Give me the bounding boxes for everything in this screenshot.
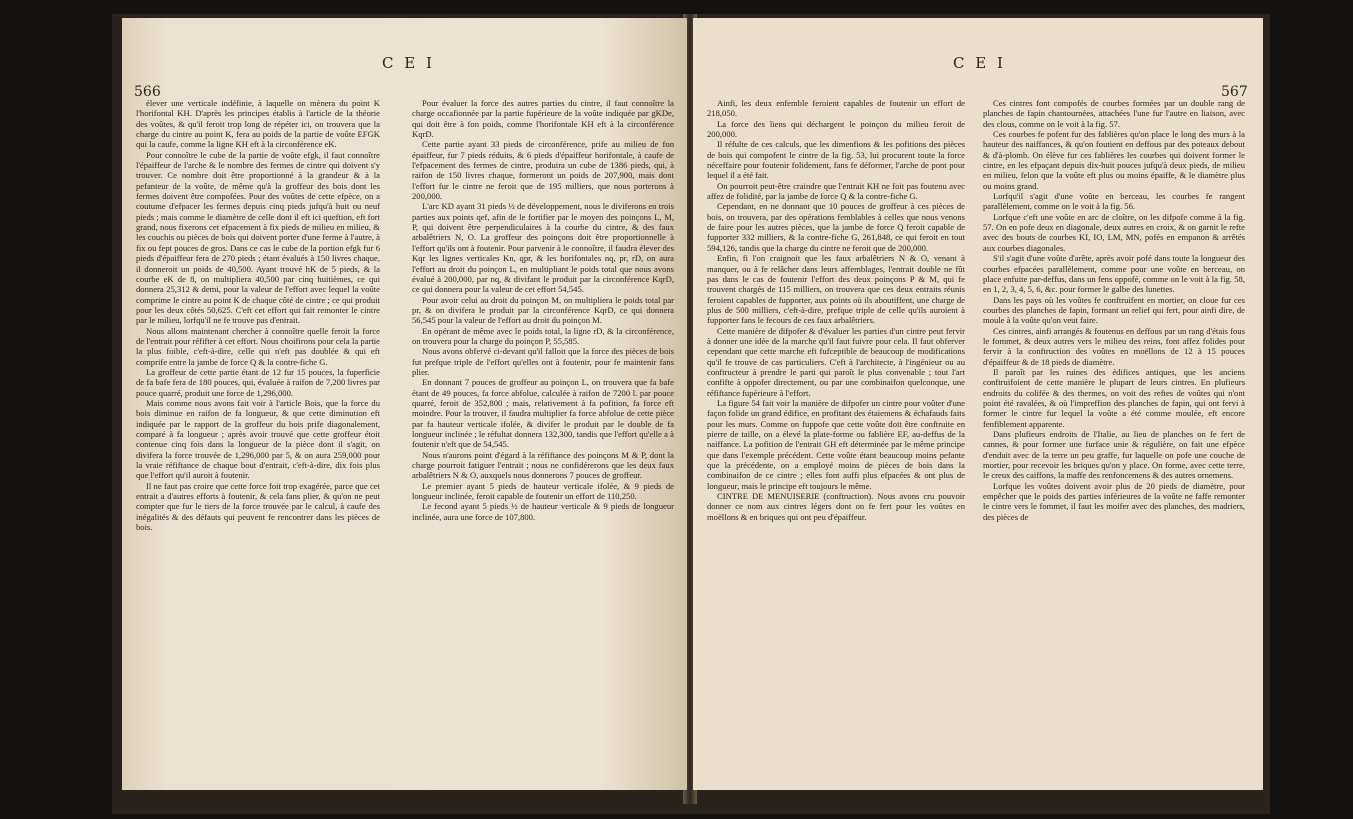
page-number-left: 566 — [134, 84, 161, 100]
paragraph: Mais comme nous avons fait voir à l'article Bois, que la force du bois diminue en raifon de fa longueur, & que cette diminution eft indiquée par le rapport de la groffeur du bois prife diagonalement, comparé à fa longueur ; après avoir trouvé que cette groffeur étoit contenue cinq fois dans la longueur de la pièce dont il s'agit, on divifera la force trouvée de 1,296,000 par 5, & on aura 259,000 pour la vraie réfiftance de chaque bout d'entrait, c'eft-à-dire, dix fois plus que l'effort qu'il auroit à foutenir. — [136, 397, 380, 481]
paragraph: Nous allons maintenant chercher à connoître quelle feroit la force de l'entrait pour réfifter à cet effort. Nous choifirons pour cela la partie la plus foible, c'eft-à-dire, celle qui n'eft pas doublée & qui eft comprife entre la jambe de force Q & la contre-fiche G. — [136, 325, 380, 367]
paragraph: Ainfi, les deux enfemble feroient capables de foutenir un effort de 218,050. — [707, 98, 965, 119]
paragraph: Le fecond ayant 5 pieds ½ de hauteur verticale & 9 pieds de longueur inclinée, aura une force de 107,800. — [412, 501, 674, 522]
paragraph: Lorfque c'eft une voûte en arc de cloître, on les difpofe comme à la fig. 57. On en pofe deux en diagonale, deux autres en croix, & on garnit le refte avec des bouts de courbes KI, IO, LM, MN, pofés en empanon & arrêtés aux courbes diagonales. — [983, 211, 1245, 253]
paragraph: Cette partie ayant 33 pieds de circonférence, prife au milieu de fon épaiffeur, fur 7 pieds réduits, & 6 pieds d'épaiffeur horifontale, à caufe de l'efpacement des fermes de cintre, produira un cube de 1386 pieds, qui, à raifon de 150 livres chaque, formeront un poids de 207,900, mais dont l'effort fur le cintre ne feroit que de 195 milliers, que nous porterons à 200,000. — [412, 139, 674, 202]
left-page — [122, 18, 687, 790]
paragraph: Cette manière de difpofer & d'évaluer les parties d'un cintre peut fervir à donner une idée de la marche qu'il faut fuivre pour cela. Il faut obferver cependant que cette marche eft fufceptible de beaucoup de modifications qu'il fe trouve de cas particuliers. C'eft à l'architecte, à l'ingénieur ou au conftructeur à prendre le parti qui paroît le plus convenable ; tout l'art confifte à oppofer directement, ou par une combinaifon quelconque, une réfiftance fupérieure à l'effort. — [707, 325, 965, 398]
paragraph: L'arc KD ayant 31 pieds ½ de développement, nous le diviferons en trois parties aux points qef, afin de le fortifier par le moyen des poinçons L, M, P, qui doivent être perpendiculaires à la courbe du cintre, & des faux arbalêtriers N, O. La groffeur des poinçons doit être proportionnelle à l'effort qu'ils ont à foutenir. Pour parvenir à le connoître, il faudra élever des Kqr les lignes verticales Kn, qpr, & les horifontales nq, pr, rD, on aura l'effort au droit du poinçon L, en multipliant le poids total que nous avons évalué à 200,000, par nq, & divifant le produit par la circonférence KqrD, ce qui donnera pour la valeur de cet effort 54,545. — [412, 201, 674, 295]
right-page-column-2 — [983, 98, 1245, 778]
paragraph: Pour connoître le cube de la partie de voûte efgk, il faut connoître l'épaiffeur de l'arche & le nombre des fermes de cintre qui doivent s'y trouver. Ce nombre doit être proportionné à la grandeur & à la pefanteur de la voûte, de même qu'à la groffeur des bois dont les fermes doivent être compofées. Pour des voûtes de cette efpèce, on a coutume d'efpacer les fermes depuis cinq pieds jufqu'à huit ou neuf pieds ; mais comme le diamètre de celle dont il eft ici queftion, eft fort grand, nous fixerons cet efpacement à fix pieds de milieu en milieu, & les couchis ou pièces de bois qui doivent porter d'une ferme à l'autre, à fix ou fept pouces de gros. Dans ce cas le cube de la portion efgk fur 6 pieds d'épaiffeur fera de 270 pieds ; étant évalués à 150 livres chaque, il donneroit un poids de 40,500. Ayant trouvé hK de 5 pieds, & la courbe eK de 8, on multipliera 40,500 par cinq huitièmes, ce qui donnera 25,312 & demi, pour la valeur de l'effort avec lequel la voûte comprime le cintre au point K de chaque côté de cintre ; ce qui produit pour les deux côtés 50,625. C'eft cet effort qui fait remonter le cintre par le milieu, lorfqu'il ne fe trouve pas d'entrait. — [136, 149, 380, 326]
paragraph: Il ne faut pas croire que cette force foit trop exagérée, parce que cet entrait a d'autres efforts à foutenir, & cela fans plier, & qu'on ne peut compter que fur le tiers de la force trouvée par le calcul, à caufe des inégalités & des défauts qui peuvent fe rencontrer dans les pièces de bois. — [136, 480, 380, 533]
paragraph: Dans plufieurs endroits de l'Italie, au lieu de planches on fe fert de cannes, & pour former une furface unie & régulière, on fait une efpèce d'enduit avec de la terre un peu graffe, fur laquelle on pofe une couche de mortier, pour recevoir les briques qu'on y place. On forme, avec cette terre, le creux des caiffons, la maffe des renfoncemens & des autres ornemens. — [983, 429, 1245, 481]
running-head-right: C E I — [953, 54, 1006, 72]
paragraph: Ces courbes fe pofent fur des fablières qu'on place le long des murs à la hauteur des naiffances, & qu'on foutient en deffous par des poteaux debout & d'à-plomb. On élève fur ces fablières les courbes qui doivent former le cintre, en les efpaçant depuis dix-huit pouces jufqu'à deux pieds, de milieu en milieu, felon que la voûte eft plus ou moins épaiffe, & le diamètre plus ou moins grand. — [983, 129, 1245, 191]
left-page-column-1 — [136, 98, 380, 778]
paragraph: En donnant 7 pouces de groffeur au poinçon L, on trouvera que fa bafe étant de 49 pouces, fa force abfolue, calculée à raifon de 7200 l. par pouce quarré, feroit de 352,800 ; mais, relativement à fa pofition, fa force eft moindre. Pour la trouver, il faudra multiplier fa force abfolue de cette pièce par fa hauteur verticale ifolée, & divifer le produit par le double de fa longueur inclinée ; le réfultat donnera 132,300, tandis que l'effort qu'elle a à foutenir n'eft que de 54,545. — [412, 377, 674, 450]
paragraph: Le premier ayant 5 pieds de hauteur verticale ifolée, & 9 pieds de longueur inclinée, feroit capable de foutenir un effort de 110,250. — [412, 480, 674, 502]
left-page-column-2 — [412, 98, 674, 778]
paragraph: S'il s'agit d'une voûte d'arête, après avoir pofé dans toute la longueur des courbes efpacées parallèlement, comme pour une voûte en berceau, on place enfuite par-deffus, dans un fens oppofé, comme on le voit à la fig. 58, en 1, 2, 3, 4, 5, 6, &c. pour former le galbe des lunettes. — [983, 253, 1245, 295]
paragraph: Ces cintres font compofés de courbes formées par un double rang de planches de fapin chantournées, attachées l'une fur l'autre en liaison, avec des clous, comme on le voit à la fig. 57. — [983, 98, 1245, 129]
paragraph: Pour évaluer la force des autres parties du cintre, il faut connoître la charge occafionnée par la partie fupérieure de la voûte indiquée par gKDe, qui doit être à fon poids, comme l'horifontale KH eft à la circonférence KqrD. — [412, 98, 674, 140]
paragraph: Pour avoir celui au droit du poinçon M, on multipliera le poids total par pr, & on divifera le produit par la circonférence KqrD, ce qui donnera 56,545 pour la valeur de l'effort au droit du poinçon M. — [412, 294, 674, 326]
paragraph: Dans les pays où les voûtes fe conftruifent en mortier, on cloue fur ces courbes des planches de fapin, formant un relief qui fert, pour ainfi dire, de moule à la voûte qu'on veut faire. — [983, 294, 1245, 326]
paragraph: Il réfulte de ces calculs, que les dimenfions & les pofitions des pièces de bois qui compofent le cintre de la fig. 53, lui procurent toute la force néceffaire pour foutenir folidement, fans fe déformer, l'arche de pont pour lequel il a été fait. — [707, 139, 965, 181]
paragraph: Ces cintres, ainfi arrangés & foutenus en deffous par un rang d'étais fous le fommet, & deux autres vers le milieu des reins, font affez folides pour fervir à la conftruction des voûtes en moëllons de 12 à 15 pouces d'épaiffeur & de 18 pieds de diamètre. — [983, 325, 1245, 367]
paragraph: La figure 54 fait voir la manière de difpofer un cintre pour voûter d'une façon folide un grand édifice, en profitant des étaiemens & échafauds faits pour les murs. Comme on fuppofe que cette voûte doit être conftruite en pierre de taille, on a élevé la plate-forme ou fablière EF, au-deffus de la naiffance. La pofition de l'entrait GH eft déterminée par le même principe que dans l'exemple précédent. Cette voûte étant beaucoup moins pefante que la précédente, on a employé moins de pièces de bois dans la combinaifon de ce cintre ; elles font auffi plus efpacées & ont plus de longueur, mais le principe eft toujours le même. — [707, 397, 965, 491]
paragraph: La groffeur de cette partie étant de 12 fur 15 pouces, la fuperficie de fa bafe fera de 180 pouces, qui, évaluée à raifon de 7,200 livres par pouce quarré, produit une force de 1,296,000. — [136, 366, 380, 398]
paragraph: La force des liens qui déchargent le poinçon du milieu feroit de 200,000. — [707, 118, 965, 140]
right-page — [693, 18, 1263, 790]
right-page-column-1 — [707, 98, 965, 778]
paragraph: En opérant de même avec le poids total, la ligne rD, & la circonférence, on trouvera pour la charge du poinçon P, 55,585. — [412, 325, 674, 346]
paragraph: Enfin, fi l'on craignoit que les faux arbalêtriers N & O, venant à manquer, ou à fe relâcher dans leurs affemblages, l'entrait double ne fût pas dans le cas de foutenir l'effort des deux poinçons P & M, qui fe trouvent chargés de 115 milliers, on trouvera que ces deux entraits réunis feroient capables de fupporter, aux points où ils aboutiffent, une charge de plus de 500 milliers, c'eft-à-dire, prefque triple de celle qu'ils auroient à fupporter fans le fecours de ces faux arbalêtriers. — [707, 253, 965, 326]
paragraph: élever une verticale indéfinie, à laquelle on mènera du point K l'horifontal KH. D'après les principes établis à l'article de la théorie des voûtes, & qu'il feroit trop long de répéter ici, on trouvera que la charge du cintre au point K, fera au poids de la partie de voûte EFGK qui la caufe, comme la ligne KH eft à la circonférence eK. — [136, 98, 380, 150]
paragraph: CINTRE DE MENUISERIE (conftruction). Nous avons cru pouvoir donner ce nom aux cintres légers dont on fe fert pour les voûtes en moëllons & en briques qui ont peu d'épaiffeur. — [707, 491, 965, 522]
paragraph: Cependant, en ne donnant que 10 pouces de groffeur à ces pièces de bois, on trouvera, par des opérations femblables à celles que nous venons de faire pour les autres pièces, que la jambe de force Q feroit capable de fupporter 332 milliers, & la contre-fiche G, 261,848, ce qui feroit en tout 594,126, tandis que la charge du cintre ne feroit que de 200,000. — [707, 201, 965, 253]
paragraph: Lorfqu'il s'agit d'une voûte en berceau, les courbes fe rangent parallèlement, comme on le voit à la fig. 56. — [983, 191, 1245, 212]
paragraph: Lorfque les voûtes doivent avoir plus de 20 pieds de diamètre, pour empêcher que le poids des parties inférieures de la voûte ne faffe remonter le cintre vers le fommet, il faut les moifer avec des planches, des madriers, des pièces de — [983, 480, 1245, 522]
running-head-left: C E I — [382, 54, 435, 72]
paragraph: Nous avons obfervé ci-devant qu'il falloit que la force des pièces de bois fut prefque triple de l'effort qu'elles ont à foutenir, pour fe maintenir fans plier. — [412, 346, 674, 377]
page-number-right: 567 — [1221, 84, 1248, 100]
paragraph: Il paroît par les ruines des édifices antiques, que les anciens conftruifoient de cette manière le plupart de leurs cintres. En plufieurs endroits du colifée & des thermes, on voit des reftes de voûtes qui n'ont point été ravalées, & où l'impreffion des planches de fapin, qui ont fervi à former le cintre fur lequel la voûte a été comme moulée, eft encore fenfiblement apparente. — [983, 366, 1245, 429]
paragraph: On pourroit peut-être craindre que l'entrait KH ne foit pas foutenu avec affez de folidité, par la jambe de force Q & la contre-fiche G. — [707, 180, 965, 202]
paragraph: Nous n'aurons point d'égard à la réfiftance des poinçons M & P, dont la charge pourroit fatiguer l'entrait ; nous ne confidérerons que les deux faux arbalêtriers N & O, auxquels nous donnerons 7 pouces de groffeur. — [412, 449, 674, 481]
